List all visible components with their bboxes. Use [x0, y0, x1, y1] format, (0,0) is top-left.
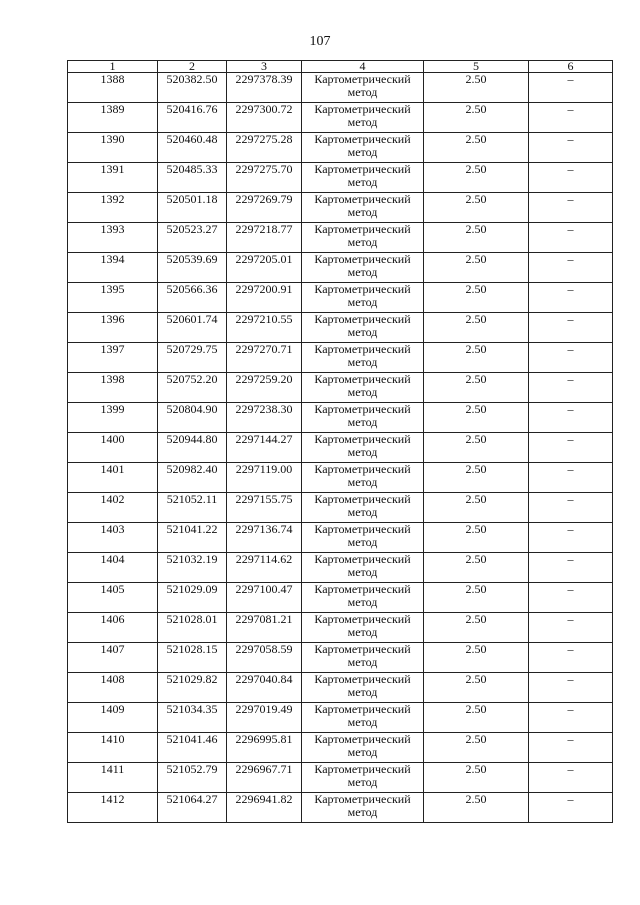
y-coordinate-cell: 2297081.21	[227, 613, 302, 643]
method-cell: Картометрический метод	[302, 133, 424, 163]
table-row	[68, 403, 613, 433]
point-number-cell: 1403	[68, 523, 158, 553]
accuracy-cell: 2.50	[424, 733, 529, 763]
accuracy-cell: 2.50	[424, 283, 529, 313]
description-cell: –	[529, 553, 613, 583]
table-row	[68, 613, 613, 643]
description-cell: –	[529, 643, 613, 673]
header-row	[68, 61, 613, 73]
y-coordinate-cell: 2297300.72	[227, 103, 302, 133]
method-cell: Картометрический метод	[302, 523, 424, 553]
column-header: 5	[424, 61, 529, 73]
y-coordinate-cell: 2297136.74	[227, 523, 302, 553]
table-row	[68, 193, 613, 223]
x-coordinate-cell: 520485.33	[158, 163, 227, 193]
method-cell: Картометрический метод	[302, 283, 424, 313]
accuracy-cell: 2.50	[424, 523, 529, 553]
method-cell: Картометрический метод	[302, 343, 424, 373]
description-cell: –	[529, 463, 613, 493]
column-header: 6	[529, 61, 613, 73]
column-header: 3	[227, 61, 302, 73]
description-cell: –	[529, 493, 613, 523]
x-coordinate-cell: 520460.48	[158, 133, 227, 163]
table-row	[68, 793, 613, 823]
x-coordinate-cell: 520539.69	[158, 253, 227, 283]
accuracy-cell: 2.50	[424, 373, 529, 403]
point-number-cell: 1389	[68, 103, 158, 133]
table-row	[68, 463, 613, 493]
point-number-cell: 1407	[68, 643, 158, 673]
accuracy-cell: 2.50	[424, 433, 529, 463]
y-coordinate-cell: 2297040.84	[227, 673, 302, 703]
y-coordinate-cell: 2297238.30	[227, 403, 302, 433]
description-cell: –	[529, 133, 613, 163]
point-number-cell: 1396	[68, 313, 158, 343]
y-coordinate-cell: 2297378.39	[227, 73, 302, 103]
table-row	[68, 253, 613, 283]
table-row	[68, 733, 613, 763]
table-row	[68, 583, 613, 613]
method-cell: Картометрический метод	[302, 253, 424, 283]
table-row	[68, 163, 613, 193]
method-cell: Картометрический метод	[302, 583, 424, 613]
description-cell: –	[529, 433, 613, 463]
method-cell: Картометрический метод	[302, 553, 424, 583]
point-number-cell: 1406	[68, 613, 158, 643]
point-number-cell: 1412	[68, 793, 158, 823]
page-number: 107	[309, 34, 331, 49]
accuracy-cell: 2.50	[424, 793, 529, 823]
point-number-cell: 1409	[68, 703, 158, 733]
table-row	[68, 373, 613, 403]
description-cell: –	[529, 583, 613, 613]
method-cell: Картометрический метод	[302, 373, 424, 403]
x-coordinate-cell: 520804.90	[158, 403, 227, 433]
y-coordinate-cell: 2297019.49	[227, 703, 302, 733]
table-row	[68, 493, 613, 523]
column-header: 4	[302, 61, 424, 73]
point-number-cell: 1410	[68, 733, 158, 763]
y-coordinate-cell: 2297200.91	[227, 283, 302, 313]
x-coordinate-cell: 521029.82	[158, 673, 227, 703]
accuracy-cell: 2.50	[424, 643, 529, 673]
y-coordinate-cell: 2297275.70	[227, 163, 302, 193]
table-row	[68, 433, 613, 463]
accuracy-cell: 2.50	[424, 223, 529, 253]
point-number-cell: 1394	[68, 253, 158, 283]
x-coordinate-cell: 521041.22	[158, 523, 227, 553]
point-number-cell: 1395	[68, 283, 158, 313]
column-header: 2	[158, 61, 227, 73]
point-number-cell: 1391	[68, 163, 158, 193]
x-coordinate-cell: 521028.15	[158, 643, 227, 673]
x-coordinate-cell: 520416.76	[158, 103, 227, 133]
table-row	[68, 133, 613, 163]
method-cell: Картометрический метод	[302, 703, 424, 733]
accuracy-cell: 2.50	[424, 673, 529, 703]
x-coordinate-cell: 521052.11	[158, 493, 227, 523]
description-cell: –	[529, 793, 613, 823]
x-coordinate-cell: 520523.27	[158, 223, 227, 253]
table-row	[68, 343, 613, 373]
y-coordinate-cell: 2297114.62	[227, 553, 302, 583]
method-cell: Картометрический метод	[302, 613, 424, 643]
method-cell: Картометрический метод	[302, 793, 424, 823]
x-coordinate-cell: 521029.09	[158, 583, 227, 613]
description-cell: –	[529, 403, 613, 433]
description-cell: –	[529, 733, 613, 763]
method-cell: Картометрический метод	[302, 193, 424, 223]
y-coordinate-cell: 2297270.71	[227, 343, 302, 373]
table-row	[68, 223, 613, 253]
description-cell: –	[529, 283, 613, 313]
table-body	[68, 73, 613, 823]
y-coordinate-cell: 2297210.55	[227, 313, 302, 343]
x-coordinate-cell: 521041.46	[158, 733, 227, 763]
description-cell: –	[529, 703, 613, 733]
accuracy-cell: 2.50	[424, 313, 529, 343]
accuracy-cell: 2.50	[424, 193, 529, 223]
method-cell: Картометрический метод	[302, 163, 424, 193]
point-number-cell: 1390	[68, 133, 158, 163]
point-number-cell: 1405	[68, 583, 158, 613]
point-number-cell: 1397	[68, 343, 158, 373]
method-cell: Картометрический метод	[302, 313, 424, 343]
method-cell: Картометрический метод	[302, 223, 424, 253]
point-number-cell: 1402	[68, 493, 158, 523]
description-cell: –	[529, 763, 613, 793]
accuracy-cell: 2.50	[424, 103, 529, 133]
description-cell: –	[529, 163, 613, 193]
accuracy-cell: 2.50	[424, 253, 529, 283]
y-coordinate-cell: 2297119.00	[227, 463, 302, 493]
table-row	[68, 643, 613, 673]
description-cell: –	[529, 193, 613, 223]
method-cell: Картометрический метод	[302, 493, 424, 523]
accuracy-cell: 2.50	[424, 763, 529, 793]
point-number-cell: 1401	[68, 463, 158, 493]
accuracy-cell: 2.50	[424, 133, 529, 163]
accuracy-cell: 2.50	[424, 73, 529, 103]
accuracy-cell: 2.50	[424, 583, 529, 613]
x-coordinate-cell: 521052.79	[158, 763, 227, 793]
method-cell: Картометрический метод	[302, 763, 424, 793]
description-cell: –	[529, 523, 613, 553]
accuracy-cell: 2.50	[424, 403, 529, 433]
description-cell: –	[529, 373, 613, 403]
method-cell: Картометрический метод	[302, 463, 424, 493]
x-coordinate-cell: 521034.35	[158, 703, 227, 733]
y-coordinate-cell: 2297155.75	[227, 493, 302, 523]
table-row	[68, 703, 613, 733]
column-header: 1	[68, 61, 158, 73]
x-coordinate-cell: 520566.36	[158, 283, 227, 313]
x-coordinate-cell: 520729.75	[158, 343, 227, 373]
method-cell: Картометрический метод	[302, 733, 424, 763]
y-coordinate-cell: 2296995.81	[227, 733, 302, 763]
method-cell: Картометрический метод	[302, 673, 424, 703]
description-cell: –	[529, 103, 613, 133]
description-cell: –	[529, 673, 613, 703]
accuracy-cell: 2.50	[424, 493, 529, 523]
point-number-cell: 1408	[68, 673, 158, 703]
accuracy-cell: 2.50	[424, 613, 529, 643]
y-coordinate-cell: 2297100.47	[227, 583, 302, 613]
description-cell: –	[529, 73, 613, 103]
coordinates-table	[67, 60, 613, 823]
accuracy-cell: 2.50	[424, 163, 529, 193]
table-row	[68, 523, 613, 553]
x-coordinate-cell: 520501.18	[158, 193, 227, 223]
method-cell: Картометрический метод	[302, 103, 424, 133]
table-row	[68, 313, 613, 343]
point-number-cell: 1399	[68, 403, 158, 433]
x-coordinate-cell: 521032.19	[158, 553, 227, 583]
y-coordinate-cell: 2297144.27	[227, 433, 302, 463]
y-coordinate-cell: 2297205.01	[227, 253, 302, 283]
y-coordinate-cell: 2297269.79	[227, 193, 302, 223]
method-cell: Картометрический метод	[302, 433, 424, 463]
y-coordinate-cell: 2297058.59	[227, 643, 302, 673]
accuracy-cell: 2.50	[424, 553, 529, 583]
point-number-cell: 1411	[68, 763, 158, 793]
method-cell: Картометрический метод	[302, 403, 424, 433]
table-row	[68, 673, 613, 703]
x-coordinate-cell: 521028.01	[158, 613, 227, 643]
description-cell: –	[529, 313, 613, 343]
point-number-cell: 1388	[68, 73, 158, 103]
description-cell: –	[529, 223, 613, 253]
accuracy-cell: 2.50	[424, 703, 529, 733]
description-cell: –	[529, 343, 613, 373]
table-row	[68, 763, 613, 793]
y-coordinate-cell: 2296967.71	[227, 763, 302, 793]
method-cell: Картометрический метод	[302, 73, 424, 103]
point-number-cell: 1398	[68, 373, 158, 403]
table-row	[68, 283, 613, 313]
x-coordinate-cell: 521064.27	[158, 793, 227, 823]
point-number-cell: 1393	[68, 223, 158, 253]
method-cell: Картометрический метод	[302, 643, 424, 673]
x-coordinate-cell: 520982.40	[158, 463, 227, 493]
point-number-cell: 1392	[68, 193, 158, 223]
y-coordinate-cell: 2297275.28	[227, 133, 302, 163]
point-number-cell: 1400	[68, 433, 158, 463]
description-cell: –	[529, 613, 613, 643]
y-coordinate-cell: 2296941.82	[227, 793, 302, 823]
table-row	[68, 553, 613, 583]
table-row	[68, 103, 613, 133]
accuracy-cell: 2.50	[424, 463, 529, 493]
x-coordinate-cell: 520752.20	[158, 373, 227, 403]
description-cell: –	[529, 253, 613, 283]
accuracy-cell: 2.50	[424, 343, 529, 373]
x-coordinate-cell: 520601.74	[158, 313, 227, 343]
point-number-cell: 1404	[68, 553, 158, 583]
y-coordinate-cell: 2297218.77	[227, 223, 302, 253]
y-coordinate-cell: 2297259.20	[227, 373, 302, 403]
x-coordinate-cell: 520382.50	[158, 73, 227, 103]
x-coordinate-cell: 520944.80	[158, 433, 227, 463]
table-row	[68, 73, 613, 103]
